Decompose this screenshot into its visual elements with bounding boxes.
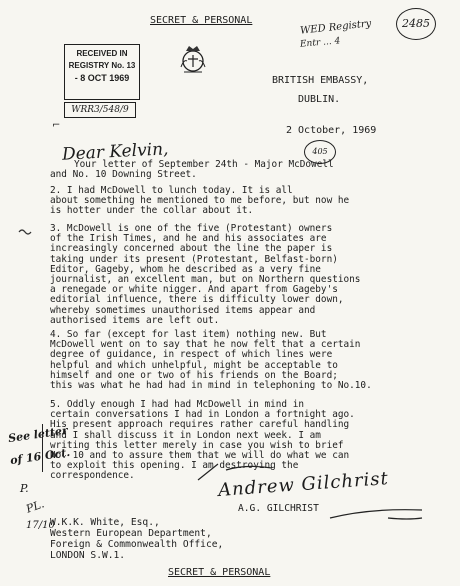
recipient-line-3: Foreign & Commonwealth Office, [50, 539, 224, 550]
paragraph-2: 2. I had McDowell to lunch today. It is all about something he mentioned to me before, but now he is hotter under the collar about it. [50, 185, 350, 217]
ink-mark-icon [18, 222, 32, 232]
signature-flourish [196, 460, 276, 484]
margin-note-date-2: 17/10 [26, 520, 55, 531]
file-reference: WRR3/548/9 [64, 102, 136, 118]
recipient-line-4: LONDON S.W.1. [50, 550, 126, 561]
annotation-registry: WED Registry [299, 18, 372, 37]
margin-mark: ⌐ [52, 120, 61, 131]
handwritten-signature: Andrew Gilchrist [217, 468, 390, 501]
stamp-line-2: REGISTRY No. 13 [68, 61, 136, 70]
margin-note-see-letter: See letter [7, 423, 69, 446]
recipient-line-1: W.K.K. White, Esq., [50, 517, 160, 528]
margin-bracket [42, 424, 49, 472]
circled-note-text: 405 [312, 147, 328, 156]
royal-crest-icon [176, 42, 210, 76]
recipient-line-2: Western European Department, [50, 528, 212, 539]
circled-number [396, 8, 436, 40]
paragraph-4: 4. So far (except for last item) nothing new. But McDowell went on to say that he now felt that a certain degree of guidance, in respect of which lines were helpful and which unhelpful, might be acceptable to himself and one or two of his friends on the Board; this was what he had had in mind in telephoning to No.10. [50, 329, 372, 392]
embassy-city: DUBLIN. [298, 94, 341, 105]
classification-bottom: SECRET & PERSONAL [168, 567, 271, 578]
classification-top: SECRET & PERSONAL [150, 15, 253, 26]
letter-date: 2 October, 1969 [286, 125, 377, 136]
signature-pen-stroke [328, 506, 424, 522]
margin-note-date: of 16 Oct. [9, 445, 71, 468]
paragraph-5: 5. Oddly enough I had had McDowell in mind in certain conversations I had in London a fortnight ago. His present approach requires rather careful handling and I shall discuss it in London next week. I am writing this letter merely in case you wish to brief No. 10 and to assure them that we will do what we can to exploit this opening. I am destroying the correspondence. [50, 399, 355, 482]
stamp-date: - 8 OCT 1969 [74, 73, 130, 83]
embassy-name: BRITISH EMBASSY, [272, 75, 369, 86]
paragraph-3: 3. McDowell is one of the five (Protestant) owners of the Irish Times, and he and his associates are increasingly concerned about the line the paper is taking under its present (Protestant, Belfast-born) Editor, Gageby, whom he described as a very fine journalist, an excellent man, but on Northern questions a renegade or white nigger. And apart from Gageby's editorial influence, there is difficulty lower down, whereby sometimes unauthorised items appear and authorised items are left out. [50, 223, 361, 326]
margin-note-p: P. [20, 482, 29, 495]
stamp-line-1: RECEIVED IN [76, 49, 128, 58]
typed-signature: A.G. GILCHRIST [238, 503, 319, 514]
annotation-entry: Entr ... 4 [299, 36, 341, 50]
registry-stamp [64, 44, 140, 100]
circled-number-text: 2485 [402, 17, 430, 30]
salutation: Dear Kelvin, [61, 139, 169, 165]
paragraph-1: Your letter of September 24th - Major McDowell and No. 10 Downing Street. [50, 159, 334, 181]
margin-note-pl: PL. [24, 497, 46, 516]
